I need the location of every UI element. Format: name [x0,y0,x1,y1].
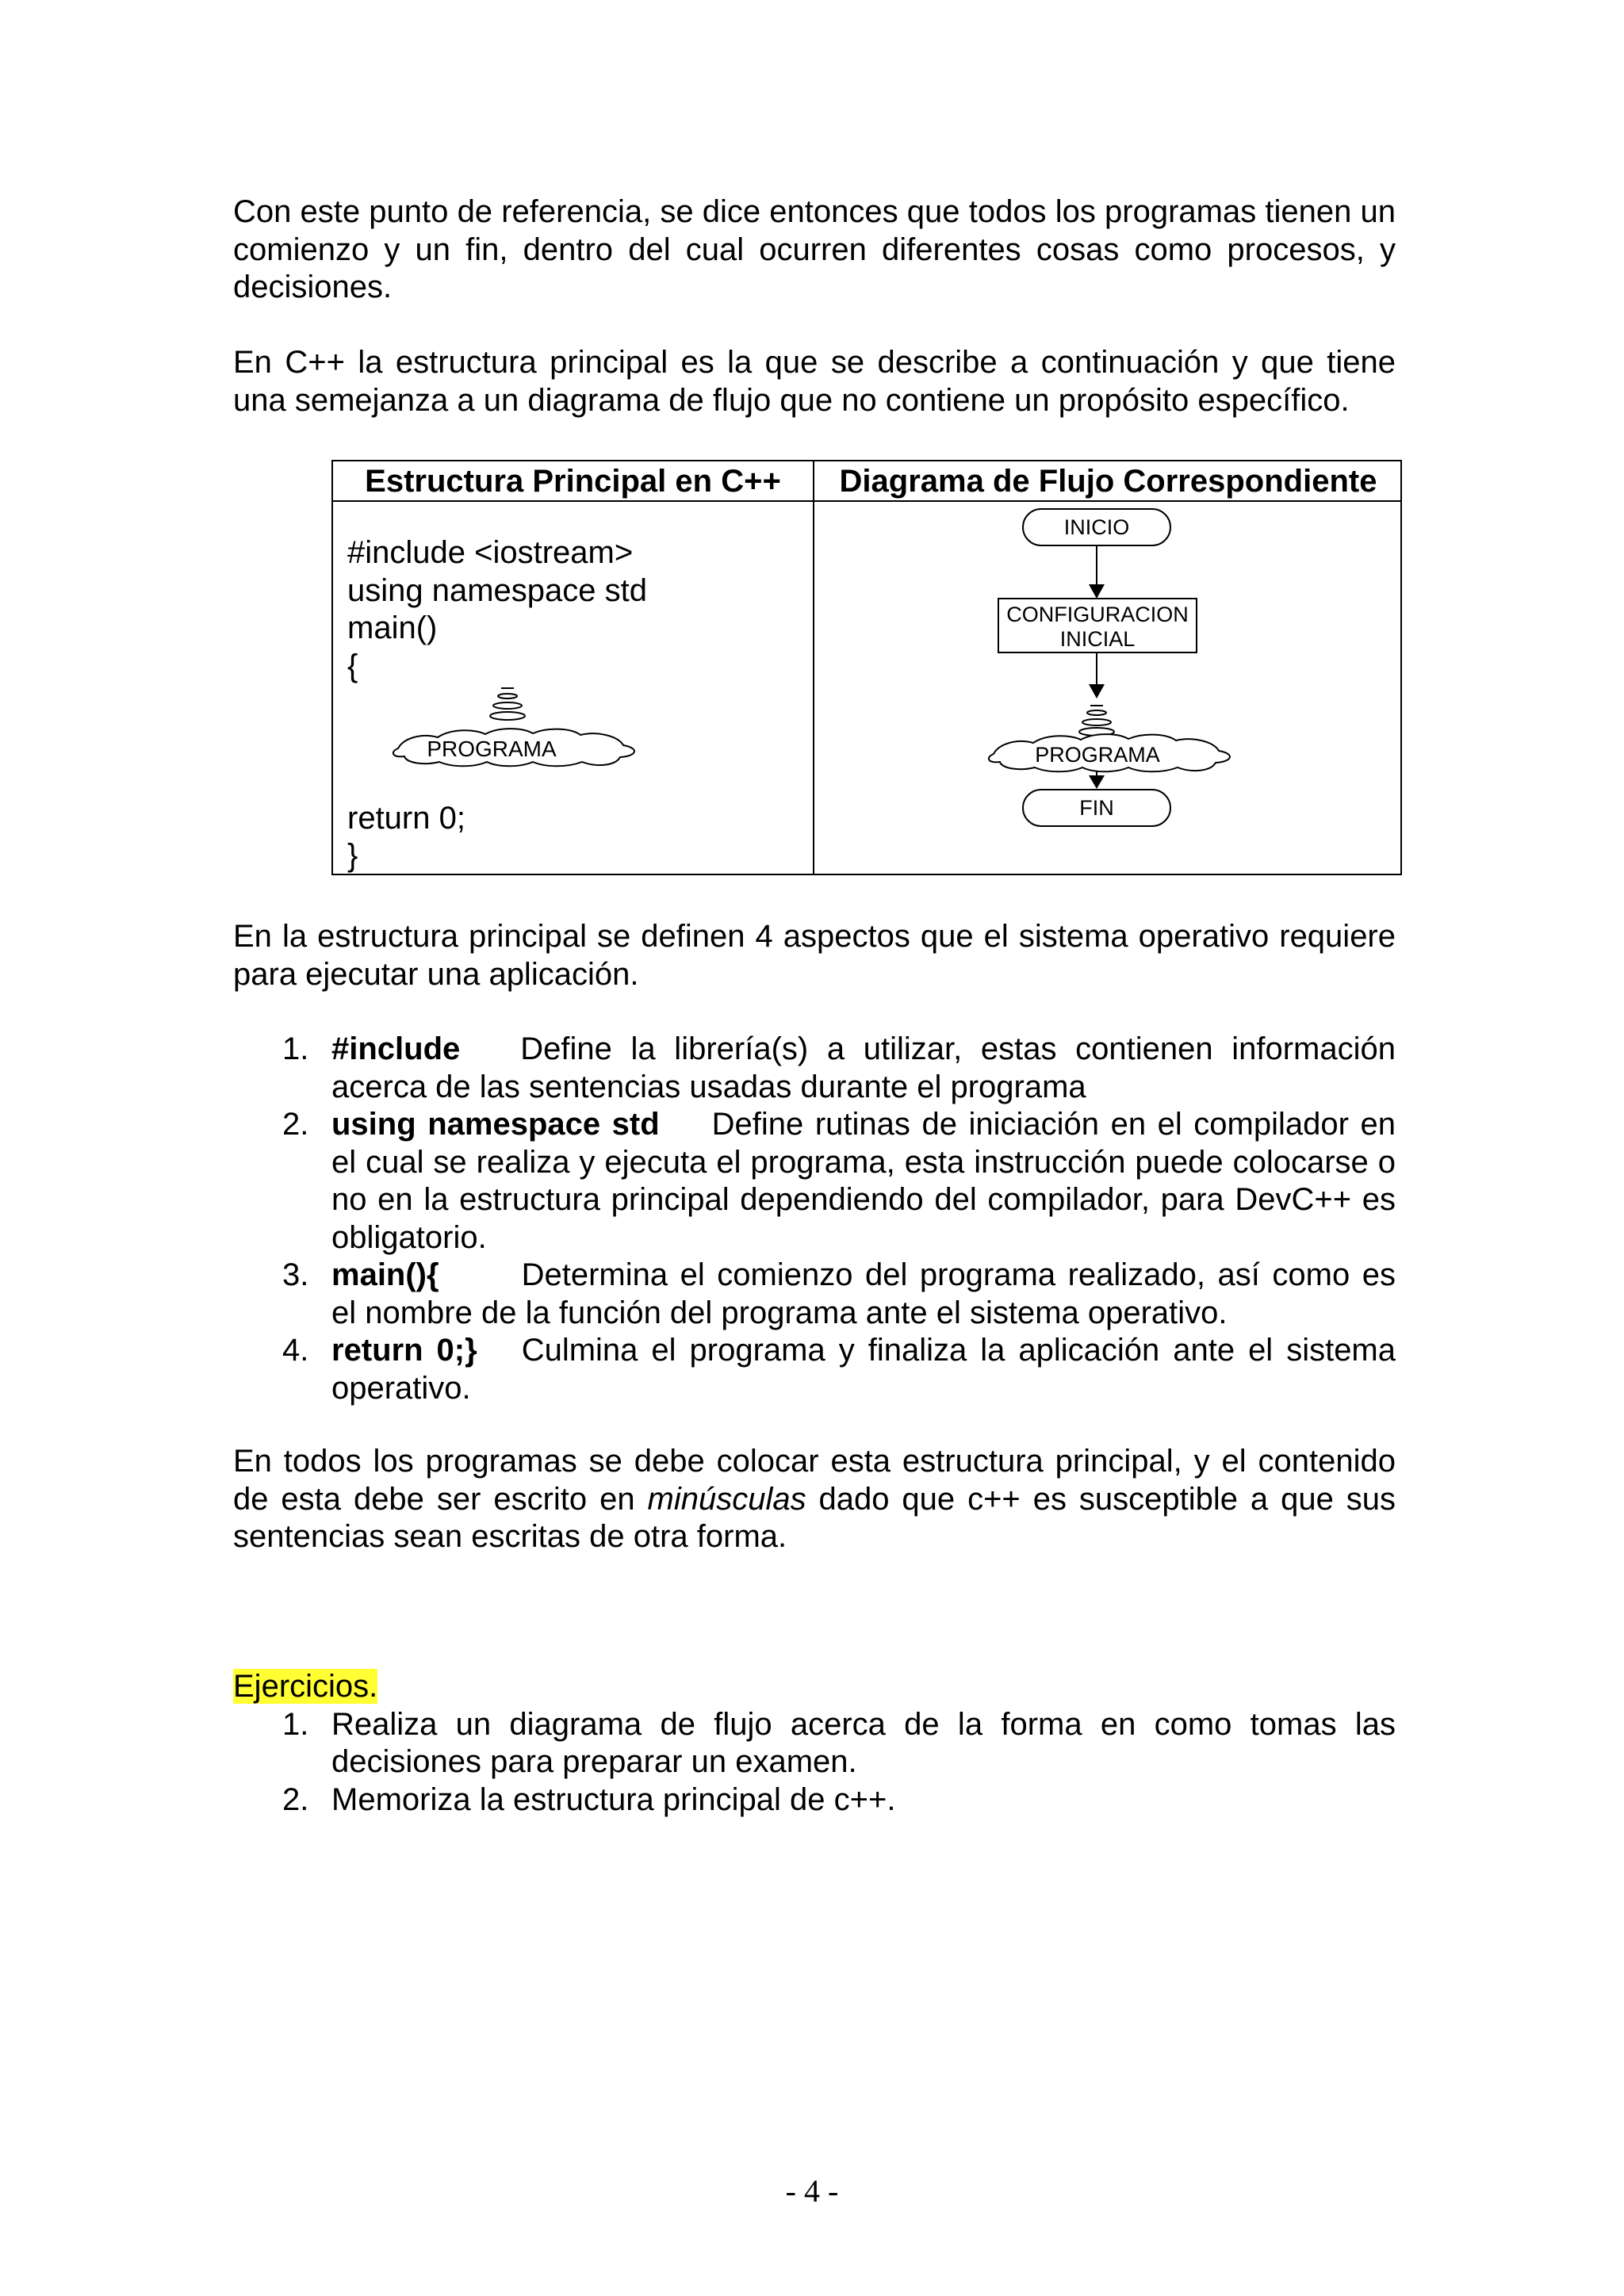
flow-end-label: FIN [1079,796,1114,820]
list-number: 3. [282,1257,309,1292]
exercises-title: Ejercicios. [233,1669,378,1704]
code-line-open-brace: { [347,649,358,683]
program-cloud-left [389,683,650,771]
aspect-item [233,1332,1396,1407]
aspect-description: Determina el comienzo del programa realizado, así como es el nombre de la función del programa ante el sistema operativo. [331,1257,1396,1330]
stack-lines-icon [1079,706,1114,736]
closing-emphasis: minúsculas [647,1481,806,1517]
code-line-return: return 0; [347,801,465,836]
aspect-term: main(){ [331,1257,439,1292]
aspect-description: Define rutinas de iniciación en el compilador en el cual se realiza y ejecuta el programa, esta instrucción puede colocarse o no en la estructura principal dependiendo del compilador, para DevC++ es obligatorio. [331,1107,1396,1255]
aspect-description: Define la librería(s) a utilizar, estas contienen información acerca de las sentencias usadas durante el programa [331,1031,1396,1104]
structure-table [331,460,1402,875]
exercise-text: Memoriza la estructura principal de c++. [331,1781,896,1817]
exercises-title-row [233,1668,1396,1706]
aspect-term: #include [331,1031,461,1066]
flow-start-label: INICIO [1063,515,1130,539]
list-number: 4. [282,1333,309,1368]
aspect-description: Culmina el programa y finaliza la aplicación ante el sistema operativo. [331,1333,1396,1406]
code-line-include: #include <iostream> [347,535,634,570]
table-header-code: Estructura Principal en C++ [365,464,781,499]
exercise-item [233,1781,1396,1820]
code-line-close-brace: } [347,838,358,873]
intro-paragraph-2: En C++ la estructura principal es la que se describe a continuación y que tiene una semejanza a un diagrama de flujo que no contiene un propósito específico. [233,345,1396,418]
table-header-flow: Diagrama de Flujo Correspondiente [839,464,1377,499]
exercise-text: Realiza un diagrama de flujo acerca de la forma en como tomas las decisiones para preparar un examen. [331,1706,1396,1779]
aspect-term: return 0;} [331,1333,477,1368]
aspect-term: using namespace std [331,1107,660,1142]
aspect-item [233,1031,1396,1106]
stack-lines-icon [490,688,525,720]
code-line-main: main() [347,610,438,645]
arrow-down-icon [1089,652,1105,698]
aspect-item [233,1106,1396,1257]
flow-config-label-1: CONFIGURACION [1006,603,1189,626]
code-line-namespace: using namespace std [347,573,648,608]
list-number: 2. [282,1107,309,1142]
closing-text-after: dado que c++ es susceptible a que sus sentencias sean escritas de otra forma. [233,1481,1396,1554]
arrow-down-icon [1089,545,1105,599]
aspects-intro: En la estructura principal se definen 4 aspectos que el sistema operativo requiere para ejecutar una aplicación. [233,919,1396,992]
list-number: 1. [282,1706,309,1742]
aspects-list [233,1031,1396,1407]
list-number: 2. [282,1781,309,1817]
intro-paragraph-1: Con este punto de referencia, se dice entonces que todos los programas tienen un comienzo y un fin, dentro del cual ocurren diferentes cosas como procesos, y decisiones. [233,194,1396,304]
flow-config-label-2: INICIAL [1059,627,1136,651]
flow-program-label: PROGRAMA [1035,743,1160,767]
exercise-item [233,1706,1396,1781]
cloud-label: PROGRAMA [427,737,557,761]
list-number: 1. [282,1031,309,1066]
flowchart [814,502,1402,874]
closing-text-before: En todos los programas se debe colocar esta estructura principal, y el contenido de esta debe ser escrito en [233,1444,1396,1517]
arrow-down-icon [1089,771,1105,789]
closing-paragraph [233,1443,1396,1556]
aspect-item [233,1257,1396,1332]
page-number: - 4 - [785,2173,839,2209]
exercises-section [233,1668,1396,1819]
